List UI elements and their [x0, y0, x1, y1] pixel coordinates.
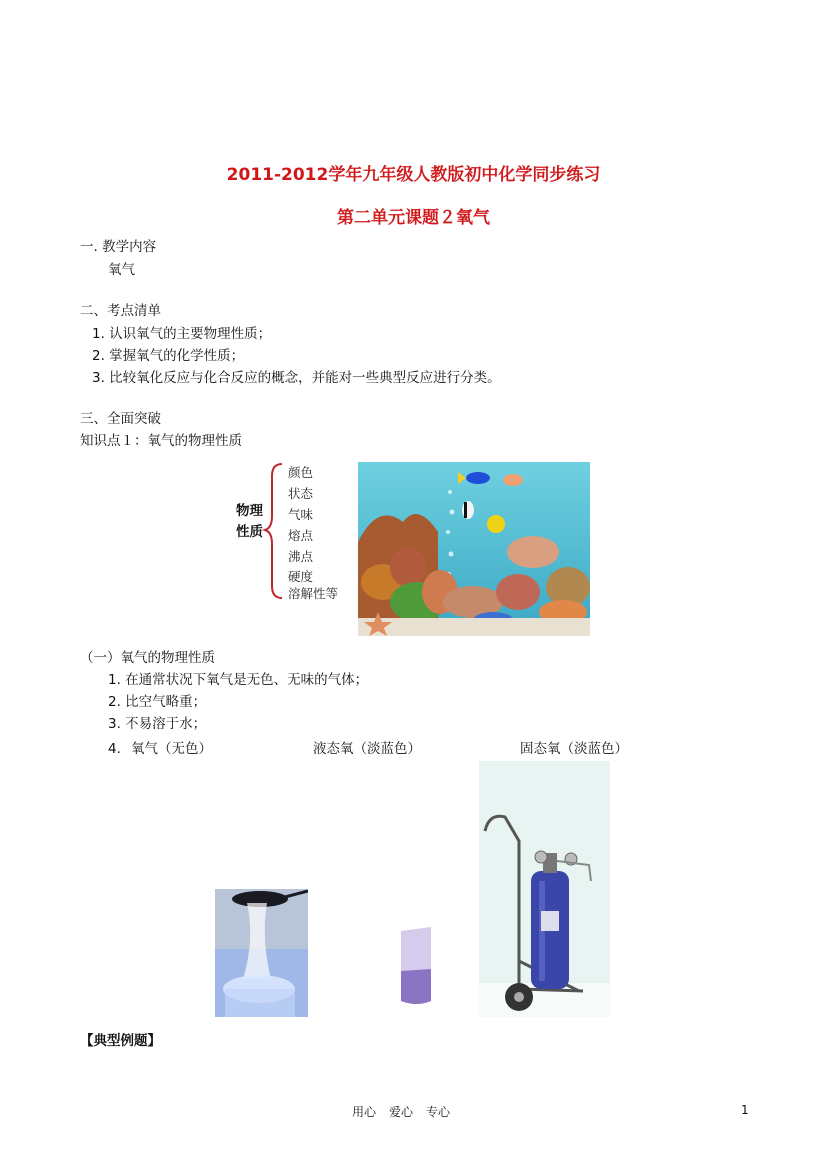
diagram-label-line1: 物理	[236, 503, 263, 519]
section3-heading: 三、全面突破	[80, 411, 161, 427]
property-item: 溶解性等	[288, 586, 339, 601]
subsection1-heading: （一）氧气的物理性质	[80, 650, 215, 666]
state-label-gas: 氧气（无色）	[131, 741, 212, 757]
property-item: 沸点	[288, 549, 314, 564]
list-item: 1. 在通常状况下氧气是无色、无味的气体；	[108, 672, 369, 688]
property-item: 颜色	[288, 465, 314, 480]
state-label-solid: 固态氧（淡蓝色）	[520, 741, 628, 757]
footer-motto-3: 专心	[426, 1105, 451, 1119]
example-heading: 【典型例题】	[80, 1033, 161, 1049]
list-item: 3. 比较氧化反应与化合反应的概念，并能对一些典型反应进行分类。	[92, 370, 501, 386]
list-item: 3. 不易溶于水；	[108, 716, 207, 732]
document-title: 2011-2012学年九年级人教版初中化学同步练习	[226, 165, 601, 185]
property-item: 硬度	[288, 569, 314, 584]
liquid-oxygen-image	[397, 925, 435, 1007]
document-subtitle: 第二单元课题２氧气	[337, 208, 490, 228]
property-item: 气味	[288, 507, 314, 522]
list-item: 2. 比空气略重；	[108, 694, 207, 710]
list-item: 1. 认识氧气的主要物理性质；	[92, 326, 272, 342]
footer-motto-2: 爱心	[389, 1105, 414, 1119]
oxygen-cylinder-image	[479, 761, 610, 1017]
property-item: 状态	[288, 486, 314, 501]
knowledge-point-heading: 知识点１：氧气的物理性质	[80, 433, 242, 449]
brace-icon	[262, 462, 288, 602]
oxygen-pour-image	[215, 889, 308, 1017]
list-item-number: 4.	[108, 741, 121, 757]
state-label-liquid: 液态氧（淡蓝色）	[313, 741, 421, 757]
aquarium-image	[358, 462, 590, 636]
section2-heading: 二、考点清单	[80, 303, 161, 319]
section1-heading: 一. 教学内容	[80, 239, 157, 255]
property-item: 熔点	[288, 528, 314, 543]
diagram-label-line2: 性质	[236, 524, 263, 540]
list-item: 2. 掌握氧气的化学性质；	[92, 348, 245, 364]
page-number: 1	[741, 1103, 749, 1117]
footer-motto-1: 用心	[352, 1105, 377, 1119]
section1-content: 氧气	[108, 262, 135, 278]
